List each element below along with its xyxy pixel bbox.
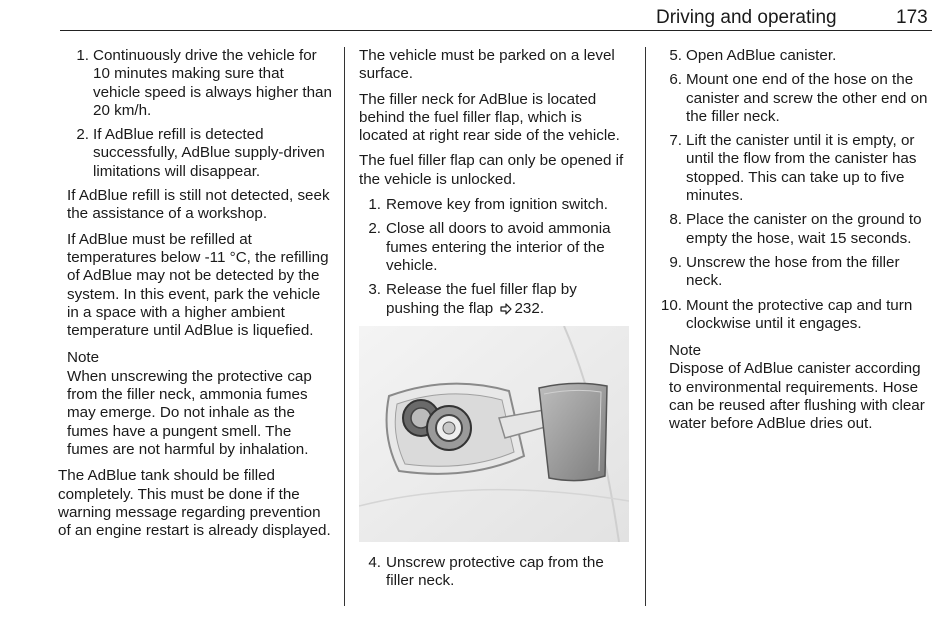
list-item [659,47,937,65]
list-item [58,47,333,120]
column-middle [359,47,634,596]
paragraph-location: The filler neck for AdBlue is located behind the fuel filler flap, which is located at right rear side of the vehicle. [359,90,620,145]
list-item [359,554,634,591]
column-right [659,47,937,442]
list-item [659,211,937,248]
note-body: Dispose of AdBlue canister according to environmental requirements. Hose can be reused after flushing with clear water before AdBlue dries out. [669,360,925,433]
step-text: Place the canister on the ground to empty the hose, wait 15 seconds. [686,211,922,247]
step-text: If AdBlue refill is detected successfully, AdBlue supply-driven limitations will disappear. [93,126,325,180]
list-item [359,196,634,214]
step-number: 1. [368,196,381,214]
step-number: 6. [669,71,682,89]
step-text: Continuously drive the vehicle for 10 minutes making sure that vehicle speed is always higher than 20 km/h. [93,47,332,119]
section-title: Driving and operating [656,7,837,28]
step-number: 5. [669,47,682,64]
list-item [359,281,634,320]
step-text: Unscrew protective cap from the filler neck. [386,553,604,590]
step-text: Remove key from ignition switch. [386,196,608,214]
page-reference-link[interactable]: 232. [514,299,545,317]
step-text: Release the fuel filler flap by pushing the flap [386,281,577,317]
step-text: Lift the canister until it is empty, or until the flow from the canister has stopped. This can take up to five minutes. [686,132,917,205]
note-body: When unscrewing the protective cap from the filler neck, ammonia fumes may emerge. Do not inhale as the fumes have a pungent smell. The fumes are not harmful by inhalation. [67,367,312,458]
step-number: 1. [76,47,89,64]
paragraph-parked: The vehicle must be parked on a level surface. [359,47,615,83]
column-divider-left [344,47,345,606]
step-number: 10. [660,296,682,314]
step-text: Mount one end of the hose on the canister and screw the other end on the filler neck. [686,71,928,125]
step-number: 4. [368,553,381,571]
header-rule [60,30,932,31]
column-divider-right [645,47,646,606]
list-item [359,220,634,275]
list-item [659,297,937,334]
list-item [659,132,937,205]
list-item [659,254,937,291]
column-left [58,47,333,547]
step-number: 3. [368,281,381,299]
step-text: Close all doors to avoid ammonia fumes entering the interior of the vehicle. [386,220,611,274]
list-item [659,71,937,126]
step-text: Mount the protective cap and turn clockwise until it engages. [686,296,913,332]
page-number: 173 [896,7,928,28]
paragraph-unlocked: The fuel filler flap can only be opened if the vehicle is unlocked. [359,152,624,188]
page-reference-arrow-icon[interactable] [500,302,512,320]
paragraph-low-temperature: If AdBlue must be refilled at temperatures below -11 °C, the refilling of AdBlue may not be detected by the system. In this event, park the vehicle in a space with a higher ambient temperature until AdBlue is liquefied. [67,230,329,340]
step-text: Unscrew the hose from the filler neck. [686,253,900,290]
step-number: 7. [669,132,682,150]
list-item [58,126,333,181]
step-number: 8. [669,211,682,229]
fuel-filler-flap-illustration [359,326,629,542]
paragraph-not-detected: If AdBlue refill is still not detected, seek the assistance of a workshop. [67,187,330,223]
note-heading: Note [67,349,100,367]
step-text: Open AdBlue canister. [686,47,837,64]
step-number: 9. [669,253,682,271]
step-number: 2. [368,220,381,238]
paragraph-fill-tank: The AdBlue tank should be filled completely. This must be done if the warning message regarding prevention of an engine restart is already displayed. [58,467,331,540]
step-number: 2. [76,126,89,144]
note-heading: Note [669,342,702,360]
